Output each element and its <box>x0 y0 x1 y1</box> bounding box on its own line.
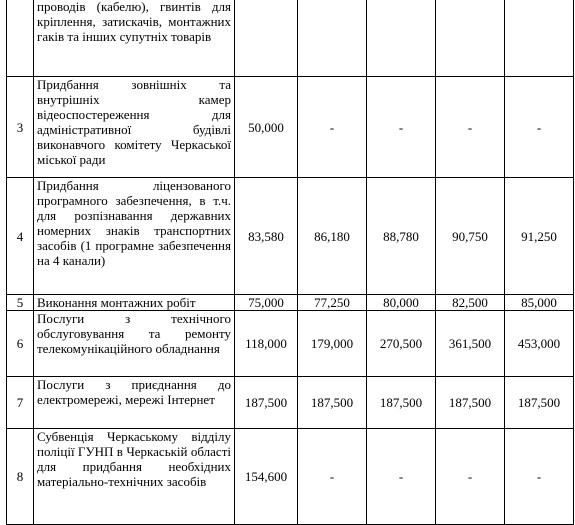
row-value: - <box>367 77 436 178</box>
row-description: Виконання монтажних робіт <box>34 295 235 311</box>
row-value: 361,500 <box>436 311 505 377</box>
row-number: 5 <box>7 295 34 311</box>
row-description: Субвенція Черкаському відділу поліції ГУНП в Черкаській області для придбання необхідних матеріально-технічних засобів <box>34 429 235 525</box>
table-row <box>7 0 574 77</box>
row-description: Придбання зовнішніх та внутрішніх камер відеоспостереження для адміністративної будівлі виконавчого комітету Черкаської міської ради <box>34 77 235 178</box>
row-value <box>298 0 367 77</box>
row-value: 179,000 <box>298 311 367 377</box>
budget-table <box>6 0 574 525</box>
row-value: 77,250 <box>298 295 367 311</box>
row-value: 453,000 <box>505 311 574 377</box>
row-value: 187,500 <box>235 377 298 429</box>
row-number: 6 <box>7 311 34 377</box>
row-value: - <box>436 429 505 525</box>
row-value: - <box>298 77 367 178</box>
table-row <box>7 178 574 295</box>
table-row <box>7 311 574 377</box>
row-value: 90,750 <box>436 178 505 295</box>
row-value: 154,600 <box>235 429 298 525</box>
row-number <box>7 0 34 77</box>
row-value: 187,500 <box>367 377 436 429</box>
row-value: 88,780 <box>367 178 436 295</box>
row-description: Придбання ліцензованого програмного забезпечення, в т.ч. для розпізнавання державних номерних знаків транспортних засобів (1 програмне забезпечення на 4 канали) <box>34 178 235 295</box>
row-description: Послуги з технічного обслуговування та ремонту телекомунікаційного обладнання <box>34 311 235 377</box>
row-value: 270,500 <box>367 311 436 377</box>
row-value: 50,000 <box>235 77 298 178</box>
row-number: 7 <box>7 377 34 429</box>
row-value: 85,000 <box>505 295 574 311</box>
row-description: Послуги з приєднання до електромережі, мережі Інтернет <box>34 377 235 429</box>
row-value: - <box>436 77 505 178</box>
table-row <box>7 295 574 311</box>
row-value: 118,000 <box>235 311 298 377</box>
row-value: 187,500 <box>505 377 574 429</box>
row-number: 3 <box>7 77 34 178</box>
table-row <box>7 377 574 429</box>
row-value: 187,500 <box>436 377 505 429</box>
row-value: 91,250 <box>505 178 574 295</box>
row-value: 83,580 <box>235 178 298 295</box>
row-value: - <box>367 429 436 525</box>
table-row <box>7 429 574 525</box>
row-number: 4 <box>7 178 34 295</box>
row-value: - <box>298 429 367 525</box>
row-value: 80,000 <box>367 295 436 311</box>
row-value <box>235 0 298 77</box>
row-value: 86,180 <box>298 178 367 295</box>
row-value <box>367 0 436 77</box>
row-description: проводів (кабелю), гвинтів для кріплення, затискачів, монтажних гаків та інших супутніх товарів <box>34 0 235 77</box>
table-row <box>7 77 574 178</box>
row-number: 8 <box>7 429 34 525</box>
row-value <box>505 0 574 77</box>
row-value: 187,500 <box>298 377 367 429</box>
row-value: - <box>505 429 574 525</box>
row-value: - <box>505 77 574 178</box>
row-value <box>436 0 505 77</box>
row-value: 75,000 <box>235 295 298 311</box>
row-value: 82,500 <box>436 295 505 311</box>
